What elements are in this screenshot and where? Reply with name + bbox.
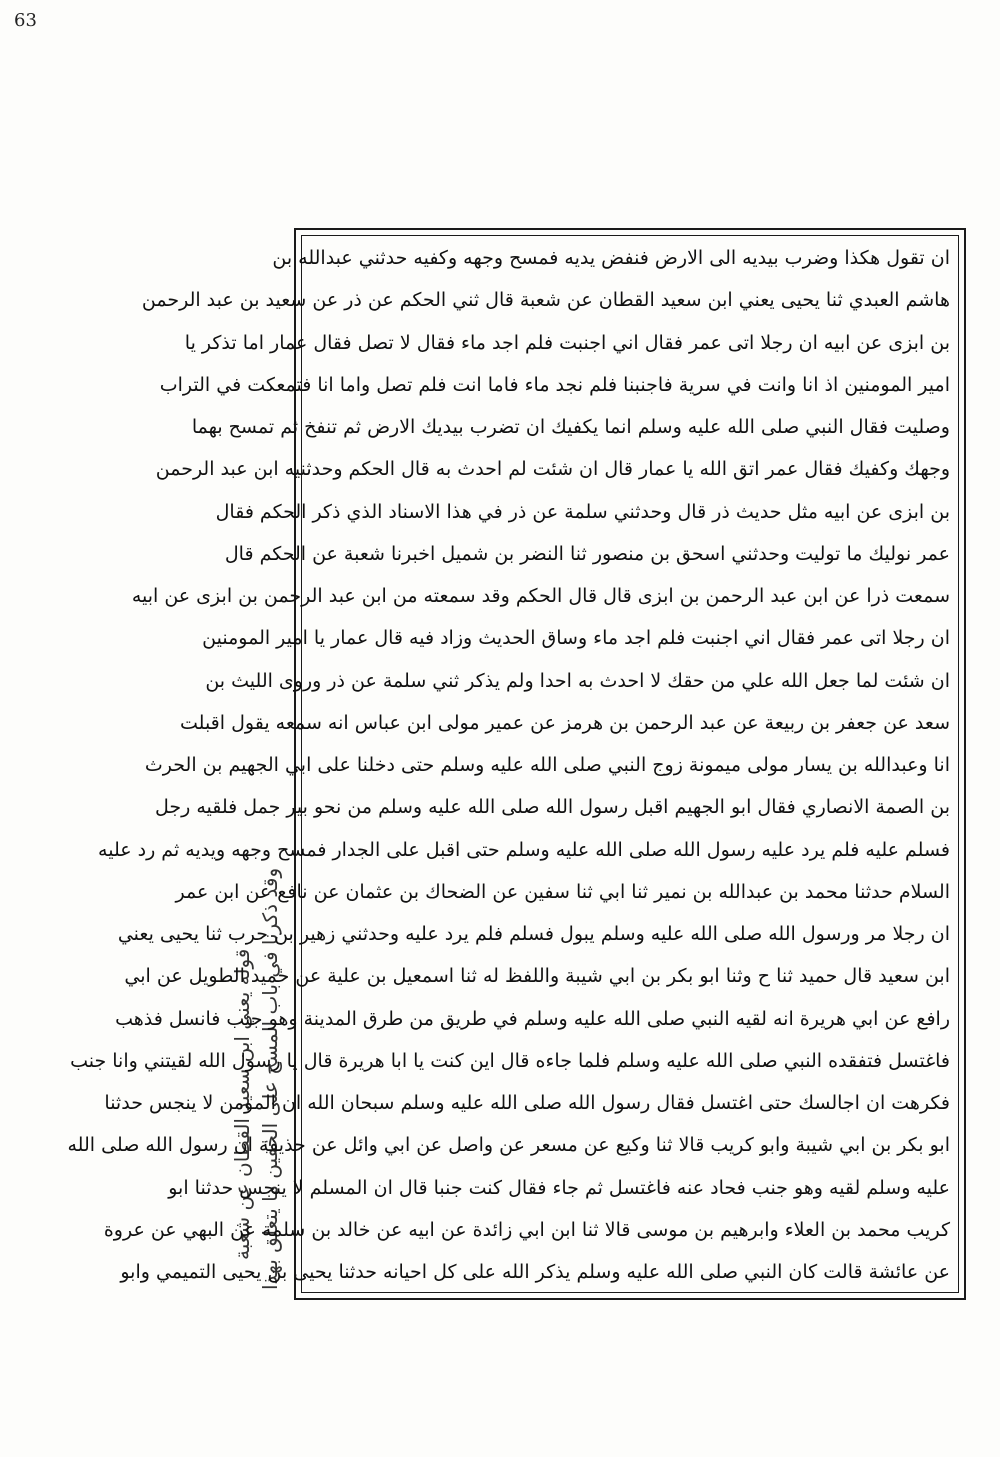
text-line: عمر نوليك ما توليت وحدثني اسحق بن منصور ثنا النضر بن شميل اخبرنا شعبة عن الحكم قال bbox=[224, 542, 950, 565]
text-line: ان شئت لما جعل الله علي من حقك لا احدث به احدا ولم يذكر ثني سلمة عن ذر وروى الليث بن bbox=[205, 669, 950, 692]
text-line: فكرهت ان اجالسك حتى اغتسل فقال رسول الله صلى الله عليه وسلم سبحان الله ان المومن لا ينجس حدثنا bbox=[104, 1092, 950, 1114]
text-line: وجهك وكفيك فقال عمر اتق الله يا عمار قال ان شئت لم احدث به قال الحكم وحدثنيه ابن عبد الرحمن bbox=[155, 458, 950, 481]
text-line: انا وعبدالله بن يسار مولى ميمونة زوج النبي صلى الله عليه وسلم حتى دخلنا على ابي الجهيم بن الحرث bbox=[144, 754, 950, 776]
text-line: ان رجلا مر ورسول الله صلى الله عليه وسلم يبول فسلم فلم يرد عليه وحدثني زهير بن حرب ثنا يحيى يعني bbox=[117, 923, 950, 945]
text-line: ان رجلا اتى عمر فقال اني اجنبت فلم اجد ماء وساق الحديث وزاد فيه قال عمار يا امير المومنين bbox=[202, 627, 950, 650]
text-line: بن ابزى عن ابيه مثل حديث ذر قال وحدثني سلمة عن ذر في هذا الاسناد الذي ذكر الحكم فقال bbox=[215, 500, 950, 523]
text-line: فاغتسل فتفقده النبي صلى الله عليه وسلم فلما جاءه قال اين كنت يا ابا هريرة قال يا رسول الله لقيتني وانا جنب bbox=[70, 1049, 950, 1072]
text-line: سعد عن جعفر بن ربيعة عن عبد الرحمن بن هرمز عن عمير مولى ابن عباس انه سمعه يقول اقبلت bbox=[180, 711, 950, 734]
text-line: بن ابزى عن ابيه ان رجلا اتى عمر فقال اني اجنبت فلم اجد ماء فقال لا تصل فقال عمار اما تذكر يا bbox=[184, 331, 950, 354]
text-line: امير المومنين اذ انا وانت في سرية فاجنبنا فلم نجد ماء فاما انت فلم تصل واما انا فتمعكت في التراب bbox=[159, 373, 950, 396]
text-line: رافع عن ابي هريرة انه لقيه النبي صلى الله عليه وسلم في طريق من طرق المدينة وهو جنب فانسل فذهب bbox=[115, 1007, 950, 1030]
text-line: سمعت ذرا عن ابن عبد الرحمن بن ابزى قال قال الحكم وقد سمعته من ابن عبد الرحمن بن ابزى عن ابيه bbox=[131, 585, 950, 607]
text-line: ان تقول هكذا وضرب بيديه الى الارض فنفض يديه فمسح وجهه وكفيه حدثني عبدالله بن bbox=[272, 247, 950, 269]
text-line: عن عائشة قالت كان النبي صلى الله عليه وسلم يذكر الله على كل احيانه حدثنا يحيى بن يحيى التميمي وابو bbox=[120, 1261, 950, 1283]
margin-note-outer: وقد ذكرنا في باب المسح على الخفين ما يتعلق بهذا bbox=[258, 867, 282, 1290]
folio-number: 63 bbox=[14, 10, 37, 31]
text-line: وصليت فقال النبي صلى الله عليه وسلم انما يكفيك ان تضرب بيديك الارض ثم تنفخ ثم تمسح بهما bbox=[191, 416, 950, 438]
margin-note-inner: قوله يعني ابن سعيد القطان عن شعبة bbox=[230, 948, 254, 1260]
text-line: عليه وسلم لقيه وهو جنب فحاد عنه فاغتسل ثم جاء فقال كنت جنبا قال ان المسلم لا ينجس حدثنا ابو bbox=[168, 1176, 950, 1199]
text-line: السلام حدثنا محمد بن عبدالله بن نمير ثنا ابي ثنا سفين عن الضحاك بن عثمان عن نافع عن ابن عمر bbox=[175, 880, 950, 903]
text-line: هاشم العبدي ثنا يحيى يعني ابن سعيد القطان عن شعبة قال ثني الحكم عن ذر عن سعيد بن عبد الرحمن bbox=[141, 289, 950, 312]
text-line: بن الصمة الانصاري فقال ابو الجهيم اقبل رسول الله صلى الله عليه وسلم من نحو بير جمل فلقيه رجل bbox=[154, 796, 950, 819]
text-line: ابن سعيد قال حميد ثنا ح وثنا ابو بكر بن ابي شيبة واللفظ له ثنا اسمعيل بن علية عن حميد الطويل عن ابي bbox=[124, 965, 950, 988]
text-line: ابو بكر بن ابي شيبة وابو كريب قالا ثنا وكيع عن مسعر عن واصل عن ابي وائل عن حذيفة ان رسول الله صلى الله bbox=[67, 1134, 950, 1157]
text-line: فسلم عليه فلم يرد عليه رسول الله صلى الله عليه وسلم حتى اقبل على الجدار فمسح وجهه ويديه ثم رد عليه bbox=[98, 838, 950, 861]
text-line: كريب محمد بن العلاء وابرهيم بن موسى قالا ثنا ابن ابي زائدة عن ابيه عن خالد بن سلمة عن البهي عن عروة bbox=[103, 1218, 950, 1241]
